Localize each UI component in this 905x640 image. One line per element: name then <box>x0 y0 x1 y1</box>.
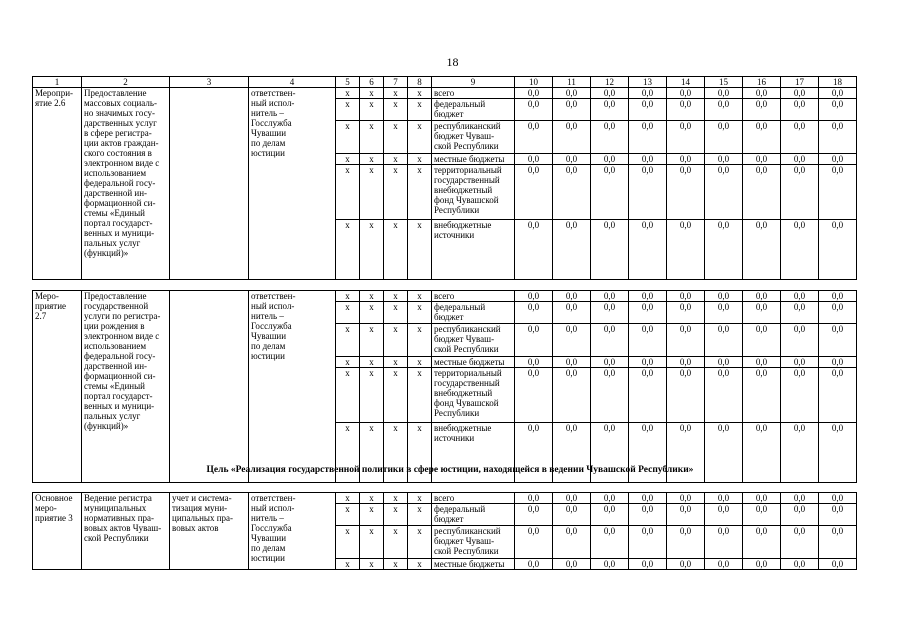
code-cell: x <box>384 423 408 483</box>
year-value: 0,0 <box>515 324 553 357</box>
code-cell: x <box>408 165 432 220</box>
year-value: 0,0 <box>667 121 705 154</box>
responsible-executor: ответствен- ный испол- нитель – Госслужба Чувашии по делам юстиции <box>249 291 336 483</box>
year-value: 0,0 <box>819 154 857 165</box>
year-value: 0,0 <box>705 368 743 423</box>
year-value: 0,0 <box>667 559 705 570</box>
year-value: 0,0 <box>591 357 629 368</box>
code-cell: x <box>336 291 360 302</box>
year-value: 0,0 <box>705 88 743 99</box>
code-cell: x <box>360 291 384 302</box>
year-value: 0,0 <box>515 88 553 99</box>
year-value: 0,0 <box>515 357 553 368</box>
code-cell: x <box>336 423 360 483</box>
code-cell: x <box>408 504 432 526</box>
code-cell: x <box>384 291 408 302</box>
year-value: 0,0 <box>667 302 705 324</box>
year-value: 0,0 <box>819 324 857 357</box>
funding-source: местные бюджеты <box>432 154 515 165</box>
code-cell: x <box>384 88 408 99</box>
year-value: 0,0 <box>667 220 705 280</box>
year-value: 0,0 <box>705 154 743 165</box>
code-cell: x <box>336 357 360 368</box>
year-value: 0,0 <box>781 324 819 357</box>
header-cell: 3 <box>170 77 249 88</box>
event-name: Предоставление массовых социаль- но значимых госу- дарственных услуг в сфере регистра- ции актов граждан- ского состояния в электронном виде с использованием федеральной госу- дарственной ин- формационной си- стемы «Единый портал государст- венных и муници- пальных услуг (функций)» <box>82 88 170 280</box>
year-value: 0,0 <box>667 368 705 423</box>
code-cell: x <box>384 154 408 165</box>
year-value: 0,0 <box>781 302 819 324</box>
header-cell: 7 <box>384 77 408 88</box>
funding-row <box>33 88 857 99</box>
code-cell: x <box>408 559 432 570</box>
year-value: 0,0 <box>667 165 705 220</box>
year-value: 0,0 <box>743 220 781 280</box>
event-code: Меро- приятие 2.7 <box>33 291 82 483</box>
code-cell: x <box>360 423 384 483</box>
year-value: 0,0 <box>743 368 781 423</box>
code-cell: x <box>408 99 432 121</box>
code-cell: x <box>360 504 384 526</box>
code-cell: x <box>384 526 408 559</box>
year-value: 0,0 <box>705 324 743 357</box>
year-value: 0,0 <box>591 220 629 280</box>
year-value: 0,0 <box>553 220 591 280</box>
header-cell: 5 <box>336 77 360 88</box>
year-value: 0,0 <box>553 559 591 570</box>
code-cell: x <box>384 324 408 357</box>
year-value: 0,0 <box>629 99 667 121</box>
code-cell: x <box>336 121 360 154</box>
code-cell: x <box>336 504 360 526</box>
code-cell: x <box>360 302 384 324</box>
year-value: 0,0 <box>743 291 781 302</box>
code-cell: x <box>360 324 384 357</box>
year-value: 0,0 <box>591 291 629 302</box>
header-cell: 12 <box>591 77 629 88</box>
year-value: 0,0 <box>819 220 857 280</box>
year-value: 0,0 <box>819 357 857 368</box>
year-value: 0,0 <box>781 121 819 154</box>
year-value: 0,0 <box>819 559 857 570</box>
header-cell: 13 <box>629 77 667 88</box>
header-cell: 10 <box>515 77 553 88</box>
year-value: 0,0 <box>629 423 667 483</box>
year-value: 0,0 <box>743 121 781 154</box>
year-value: 0,0 <box>743 165 781 220</box>
year-value: 0,0 <box>705 526 743 559</box>
year-value: 0,0 <box>819 493 857 504</box>
header-cell: 11 <box>553 77 591 88</box>
year-value: 0,0 <box>515 504 553 526</box>
code-cell: x <box>408 88 432 99</box>
code-cell: x <box>384 493 408 504</box>
year-value: 0,0 <box>819 368 857 423</box>
code-cell: x <box>360 559 384 570</box>
header-row <box>33 77 857 88</box>
code-cell: x <box>336 88 360 99</box>
year-value: 0,0 <box>819 165 857 220</box>
year-value: 0,0 <box>819 291 857 302</box>
code-cell: x <box>336 165 360 220</box>
year-value: 0,0 <box>629 493 667 504</box>
year-value: 0,0 <box>591 493 629 504</box>
code-cell: x <box>360 526 384 559</box>
code-cell: x <box>336 368 360 423</box>
year-value: 0,0 <box>515 526 553 559</box>
year-value: 0,0 <box>629 302 667 324</box>
year-value: 0,0 <box>629 165 667 220</box>
year-value: 0,0 <box>553 88 591 99</box>
funding-row <box>33 493 857 504</box>
funding-source: федеральный бюджет <box>432 302 515 324</box>
year-value: 0,0 <box>553 291 591 302</box>
goal-title: Цель «Реализация государственной политики в сфере юстиции, находящейся в ведении Чувашской Республики» <box>206 465 694 475</box>
header-cell: 2 <box>82 77 170 88</box>
year-value: 0,0 <box>629 504 667 526</box>
event-name: Предоставление государственной услуги по регистра- ции рождения в электронном виде с использованием федеральной госу- дарственной ин- формационной си- стемы «Единый портал государст- венных и муници- пальных услуг (функций)» <box>82 291 170 483</box>
year-value: 0,0 <box>515 154 553 165</box>
header-cell: 16 <box>743 77 781 88</box>
year-value: 0,0 <box>553 423 591 483</box>
code-cell: x <box>408 220 432 280</box>
year-value: 0,0 <box>705 504 743 526</box>
year-value: 0,0 <box>591 559 629 570</box>
year-value: 0,0 <box>819 88 857 99</box>
year-value: 0,0 <box>705 291 743 302</box>
funding-source: местные бюджеты <box>432 357 515 368</box>
year-value: 0,0 <box>819 99 857 121</box>
year-value: 0,0 <box>781 526 819 559</box>
code-cell: x <box>336 302 360 324</box>
year-value: 0,0 <box>515 291 553 302</box>
year-value: 0,0 <box>819 121 857 154</box>
header-cell: 1 <box>33 77 82 88</box>
year-value: 0,0 <box>667 88 705 99</box>
block-table-2-7 <box>32 290 857 483</box>
code-cell: x <box>384 165 408 220</box>
year-value: 0,0 <box>667 526 705 559</box>
year-value: 0,0 <box>743 154 781 165</box>
code-cell: x <box>336 526 360 559</box>
year-value: 0,0 <box>515 165 553 220</box>
funding-source: федеральный бюджет <box>432 99 515 121</box>
header-cell: 14 <box>667 77 705 88</box>
event-result <box>170 88 249 280</box>
funding-source: республиканский бюджет Чуваш- ской Республики <box>432 121 515 154</box>
year-value: 0,0 <box>591 165 629 220</box>
year-value: 0,0 <box>667 291 705 302</box>
year-value: 0,0 <box>781 368 819 423</box>
year-value: 0,0 <box>705 99 743 121</box>
year-value: 0,0 <box>743 99 781 121</box>
year-value: 0,0 <box>629 220 667 280</box>
year-value: 0,0 <box>591 88 629 99</box>
year-value: 0,0 <box>819 423 857 483</box>
year-value: 0,0 <box>781 357 819 368</box>
year-value: 0,0 <box>781 493 819 504</box>
responsible-executor: ответствен- ный испол- нитель – Госслужба Чувашии по делам юстиции <box>249 493 336 570</box>
year-value: 0,0 <box>515 423 553 483</box>
code-cell: x <box>336 99 360 121</box>
year-value: 0,0 <box>781 154 819 165</box>
code-cell: x <box>408 302 432 324</box>
year-value: 0,0 <box>667 357 705 368</box>
year-value: 0,0 <box>515 121 553 154</box>
code-cell: x <box>360 493 384 504</box>
year-value: 0,0 <box>515 493 553 504</box>
code-cell: x <box>408 154 432 165</box>
year-value: 0,0 <box>781 423 819 483</box>
funding-source: всего <box>432 493 515 504</box>
code-cell: x <box>408 423 432 483</box>
header-cell: 4 <box>249 77 336 88</box>
year-value: 0,0 <box>591 526 629 559</box>
year-value: 0,0 <box>629 121 667 154</box>
funding-row <box>33 291 857 302</box>
funding-source: внебюджетные источники <box>432 220 515 280</box>
year-value: 0,0 <box>591 302 629 324</box>
funding-source: республиканский бюджет Чуваш- ской Республики <box>432 324 515 357</box>
year-value: 0,0 <box>781 165 819 220</box>
funding-source: территориальный государственный внебюджетный фонд Чувашской Республики <box>432 165 515 220</box>
year-value: 0,0 <box>553 121 591 154</box>
year-value: 0,0 <box>553 154 591 165</box>
year-value: 0,0 <box>553 302 591 324</box>
year-value: 0,0 <box>553 368 591 423</box>
year-value: 0,0 <box>591 423 629 483</box>
responsible-executor: ответствен- ный испол- нитель – Госслужба Чувашии по делам юстиции <box>249 88 336 280</box>
code-cell: x <box>408 291 432 302</box>
code-cell: x <box>360 368 384 423</box>
code-cell: x <box>336 559 360 570</box>
header-cell: 15 <box>705 77 743 88</box>
event-result <box>170 291 249 483</box>
code-cell: x <box>384 559 408 570</box>
year-value: 0,0 <box>743 526 781 559</box>
block-table-main-3 <box>32 492 857 570</box>
year-value: 0,0 <box>629 88 667 99</box>
funding-source: всего <box>432 291 515 302</box>
year-value: 0,0 <box>819 504 857 526</box>
year-value: 0,0 <box>743 302 781 324</box>
event-name: Ведение регистра муниципальных нормативных пра- вовых актов Чуваш- ской Республики <box>82 493 170 570</box>
year-value: 0,0 <box>629 357 667 368</box>
code-cell: x <box>360 154 384 165</box>
code-cell: x <box>360 220 384 280</box>
page-number: 18 <box>446 55 459 69</box>
year-value: 0,0 <box>553 493 591 504</box>
funding-source: всего <box>432 88 515 99</box>
year-value: 0,0 <box>819 302 857 324</box>
year-value: 0,0 <box>667 324 705 357</box>
event-code: Меропри- ятие 2.6 <box>33 88 82 280</box>
code-cell: x <box>408 368 432 423</box>
header-cell: 17 <box>781 77 819 88</box>
year-value: 0,0 <box>705 357 743 368</box>
year-value: 0,0 <box>629 291 667 302</box>
year-value: 0,0 <box>705 165 743 220</box>
year-value: 0,0 <box>781 88 819 99</box>
code-cell: x <box>384 220 408 280</box>
year-value: 0,0 <box>667 504 705 526</box>
year-value: 0,0 <box>667 493 705 504</box>
year-value: 0,0 <box>705 220 743 280</box>
funding-source: федеральный бюджет <box>432 504 515 526</box>
code-cell: x <box>360 88 384 99</box>
year-value: 0,0 <box>743 493 781 504</box>
year-value: 0,0 <box>667 154 705 165</box>
code-cell: x <box>384 357 408 368</box>
year-value: 0,0 <box>591 504 629 526</box>
year-value: 0,0 <box>743 559 781 570</box>
year-value: 0,0 <box>705 493 743 504</box>
funding-source: внебюджетные источники <box>432 423 515 483</box>
header-cell: 8 <box>408 77 432 88</box>
funding-source: территориальный государственный внебюджетный фонд Чувашской Республики <box>432 368 515 423</box>
year-value: 0,0 <box>629 559 667 570</box>
year-value: 0,0 <box>591 368 629 423</box>
year-value: 0,0 <box>553 526 591 559</box>
year-value: 0,0 <box>743 504 781 526</box>
year-value: 0,0 <box>705 559 743 570</box>
code-cell: x <box>336 324 360 357</box>
year-value: 0,0 <box>553 99 591 121</box>
code-cell: x <box>384 504 408 526</box>
code-cell: x <box>408 121 432 154</box>
code-cell: x <box>384 99 408 121</box>
code-cell: x <box>336 220 360 280</box>
year-value: 0,0 <box>629 324 667 357</box>
year-value: 0,0 <box>781 291 819 302</box>
code-cell: x <box>336 493 360 504</box>
header-cell: 9 <box>432 77 515 88</box>
code-cell: x <box>408 324 432 357</box>
year-value: 0,0 <box>515 302 553 324</box>
year-value: 0,0 <box>591 99 629 121</box>
year-value: 0,0 <box>705 121 743 154</box>
year-value: 0,0 <box>553 165 591 220</box>
code-cell: x <box>384 121 408 154</box>
year-value: 0,0 <box>781 220 819 280</box>
year-value: 0,0 <box>553 324 591 357</box>
year-value: 0,0 <box>743 423 781 483</box>
code-cell: x <box>360 165 384 220</box>
event-code: Основное меро- приятие 3 <box>33 493 82 570</box>
year-value: 0,0 <box>629 526 667 559</box>
year-value: 0,0 <box>591 154 629 165</box>
year-value: 0,0 <box>781 559 819 570</box>
year-value: 0,0 <box>515 220 553 280</box>
code-cell: x <box>336 154 360 165</box>
year-value: 0,0 <box>743 324 781 357</box>
year-value: 0,0 <box>515 559 553 570</box>
header-cell: 6 <box>360 77 384 88</box>
year-value: 0,0 <box>515 99 553 121</box>
header-cell: 18 <box>819 77 857 88</box>
year-value: 0,0 <box>667 99 705 121</box>
year-value: 0,0 <box>553 357 591 368</box>
year-value: 0,0 <box>781 99 819 121</box>
year-value: 0,0 <box>743 357 781 368</box>
year-value: 0,0 <box>705 302 743 324</box>
year-value: 0,0 <box>667 423 705 483</box>
event-result: учет и система- тизация муни- ципальных пра- вовых актов <box>170 493 249 570</box>
funding-source: местные бюджеты <box>432 559 515 570</box>
year-value: 0,0 <box>629 368 667 423</box>
code-cell: x <box>360 357 384 368</box>
year-value: 0,0 <box>553 504 591 526</box>
code-cell: x <box>360 121 384 154</box>
year-value: 0,0 <box>515 368 553 423</box>
code-cell: x <box>360 99 384 121</box>
code-cell: x <box>384 368 408 423</box>
year-value: 0,0 <box>591 324 629 357</box>
code-cell: x <box>408 357 432 368</box>
year-value: 0,0 <box>591 121 629 154</box>
year-value: 0,0 <box>705 423 743 483</box>
code-cell: x <box>408 526 432 559</box>
block-table-2-6 <box>32 87 857 280</box>
year-value: 0,0 <box>781 504 819 526</box>
year-value: 0,0 <box>819 526 857 559</box>
funding-source: республиканский бюджет Чуваш- ской Республики <box>432 526 515 559</box>
year-value: 0,0 <box>629 154 667 165</box>
code-cell: x <box>384 302 408 324</box>
code-cell: x <box>408 493 432 504</box>
year-value: 0,0 <box>743 88 781 99</box>
